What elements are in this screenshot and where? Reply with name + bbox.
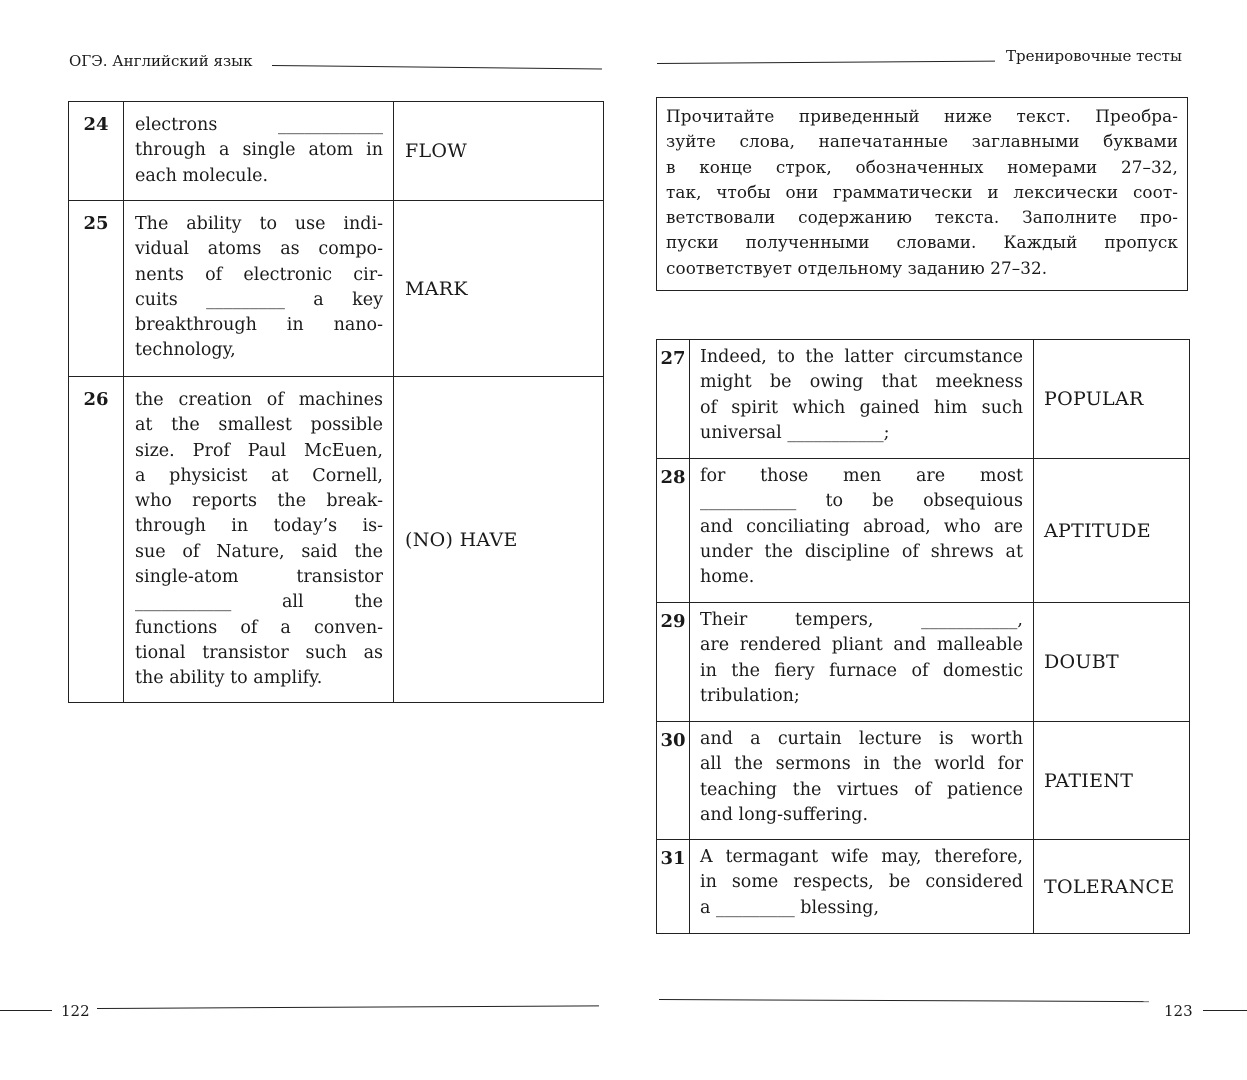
text-line: at the smallest possible [135, 415, 383, 436]
table-row [69, 201, 604, 377]
text-line: home. [700, 567, 755, 588]
task-number: 27 [657, 340, 690, 459]
text-line: A termagant wife may, therefore, [700, 847, 1023, 867]
task-number: 31 [657, 840, 690, 934]
table-row [657, 603, 1190, 722]
text-line: sue of Nature, said the [135, 541, 383, 562]
task-text [124, 102, 394, 201]
left-footer-rule [97, 1005, 599, 1009]
table-row [657, 722, 1190, 840]
task-number: 30 [657, 722, 690, 840]
text-line: The ability to use indi- [135, 214, 383, 234]
right-task-table [656, 339, 1190, 934]
instruction-line: так, чтобы они грамматически и лексически соот- [666, 181, 1178, 202]
text-line: who reports the break- [135, 491, 383, 512]
text-line: through in today’s is- [135, 516, 383, 537]
right-running-header: Тренировочные тесты [1006, 47, 1182, 65]
instruction-line: пуски полученными словами. Каждый пропуск [666, 232, 1178, 253]
text-line: might be owing that meekness [700, 372, 1023, 393]
task-number: 28 [657, 459, 690, 603]
task-text [690, 459, 1034, 603]
task-text [124, 201, 394, 377]
base-word: DOUBT [1034, 603, 1190, 722]
table-row [69, 377, 604, 703]
task-number: 26 [69, 377, 124, 703]
base-word: PATIENT [1034, 722, 1190, 840]
task-number: 29 [657, 603, 690, 722]
instruction-line: Прочитайте приведенный ниже текст. Преобра- [666, 106, 1178, 126]
text-line: size. Prof Paul McEuen, [135, 440, 383, 461]
page-number: 123 [1164, 1002, 1193, 1020]
left-page [0, 0, 620, 1080]
text-line: for those men are most [700, 466, 1023, 486]
base-word: MARK [394, 201, 604, 377]
right-footer-rule-short [1203, 1010, 1247, 1011]
text-line: in the fiery furnace of domestic [700, 660, 1023, 681]
text-line: tional transistor such as [135, 642, 383, 663]
text-line: breakthrough in nano- [135, 315, 383, 336]
right-header-rule [657, 61, 995, 64]
text-line: all the sermons in the world for [700, 754, 1023, 775]
table-row [657, 459, 1190, 603]
text-line: are rendered pliant and malleable [700, 635, 1023, 656]
left-header-rule [272, 65, 602, 69]
text-line: through a single atom in [135, 140, 383, 161]
text-line: under the discipline of shrews at [700, 541, 1023, 562]
right-footer-rule [659, 999, 1149, 1002]
text-line: ___________ all the [135, 592, 383, 613]
base-word: POPULAR [1034, 340, 1190, 459]
text-line: each molecule. [135, 165, 269, 186]
task-number: 24 [69, 102, 124, 201]
text-line: and long-suffering. [700, 804, 869, 825]
text-line: and conciliating abroad, who are [700, 516, 1023, 537]
text-line: of spirit which gained him such [700, 397, 1023, 418]
left-footer-rule-short [0, 1010, 52, 1011]
left-task-table [68, 101, 604, 703]
text-line: Their tempers, ___________, [700, 610, 1023, 630]
text-line: technology, [135, 340, 236, 361]
text-line: teaching the virtues of patience [700, 779, 1023, 800]
text-line: universal ___________; [700, 422, 890, 443]
task-text [690, 722, 1034, 840]
text-line: single-atom transistor [135, 567, 383, 588]
left-running-header: ОГЭ. Английский язык [69, 52, 253, 70]
text-line: cuits _________ a key [135, 289, 383, 310]
instruction-line: зуйте слова, напечатанные заглавными буквами [666, 131, 1178, 152]
page-number: 122 [61, 1002, 90, 1020]
table-row [69, 102, 604, 201]
instruction-line: ветствовали содержанию текста. Заполните про- [666, 207, 1178, 228]
text-line: in some respects, be considered [700, 872, 1023, 893]
task-text [690, 840, 1034, 934]
text-line: Indeed, to the latter circumstance [700, 347, 1023, 367]
text-line: vidual atoms as compo- [135, 239, 383, 260]
instruction-line: соответствует отдельному заданию 27–32. [666, 257, 1048, 278]
base-word: FLOW [394, 102, 604, 201]
text-line: electrons ____________ [135, 115, 383, 135]
task-text [690, 603, 1034, 722]
text-line: a _________ blessing, [700, 897, 880, 918]
text-line: functions of a conven- [135, 617, 383, 638]
table-row [657, 340, 1190, 459]
text-line: the creation of machines [135, 390, 383, 410]
instruction-box [656, 97, 1188, 291]
task-text [124, 377, 394, 703]
text-line: ___________ to be obsequious [700, 491, 1023, 512]
task-number: 25 [69, 201, 124, 377]
text-line: a physicist at Cornell, [135, 465, 383, 486]
instruction-line: в конце строк, обозначенных номерами 27–32, [666, 156, 1178, 177]
base-word: APTITUDE [1034, 459, 1190, 603]
text-line: nents of electronic cir- [135, 264, 383, 285]
task-text [690, 340, 1034, 459]
table-row [657, 840, 1190, 934]
base-word: (NO) HAVE [394, 377, 604, 703]
text-line: tribulation; [700, 685, 800, 706]
base-word: TOLERANCE [1034, 840, 1190, 934]
text-line: the ability to amplify. [135, 668, 323, 689]
text-line: and a curtain lecture is worth [700, 729, 1023, 749]
